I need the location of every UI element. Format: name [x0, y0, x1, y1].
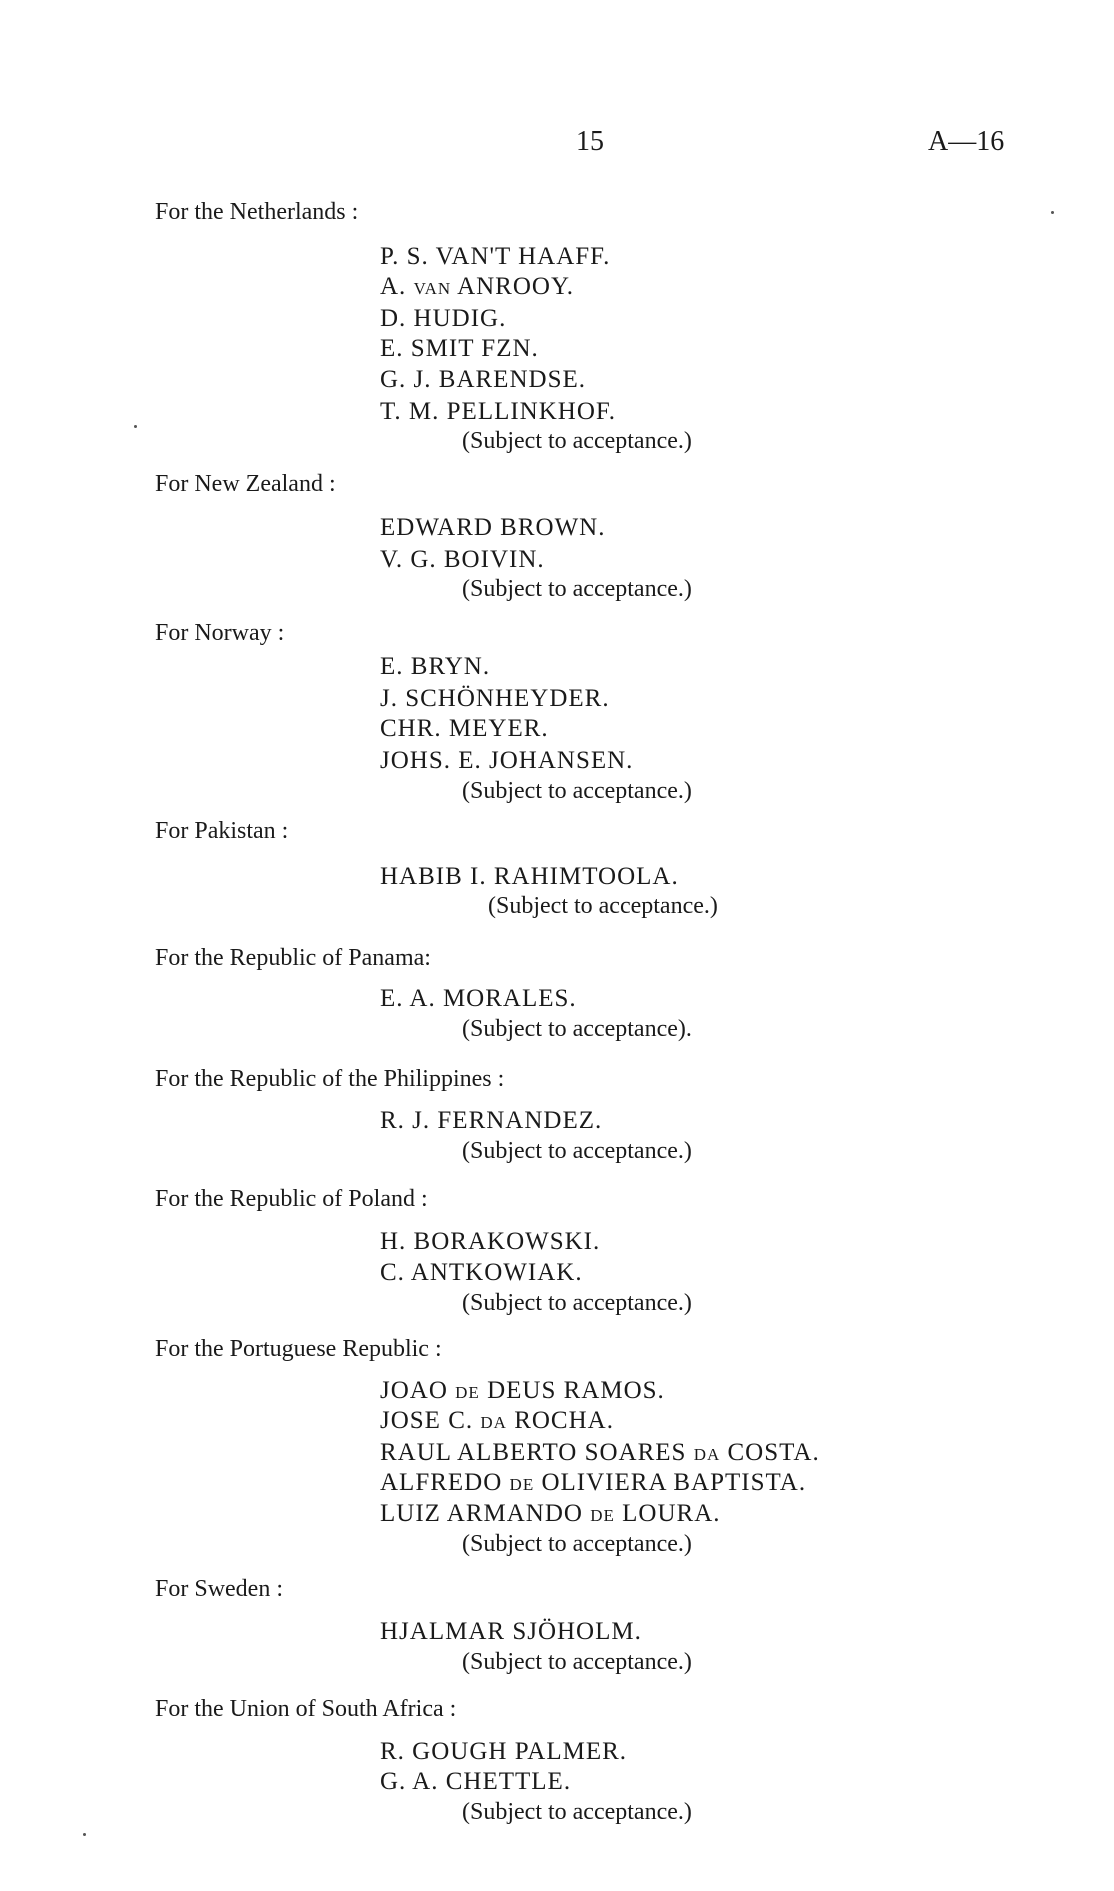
name-part: DA: [480, 1413, 507, 1432]
country-heading: For Pakistan :: [155, 818, 289, 844]
acceptance-note: (Subject to acceptance.): [462, 1531, 692, 1557]
name-part: ROCHA.: [506, 1407, 614, 1434]
signatory-name: [380, 747, 633, 775]
acceptance-note: (Subject to acceptance.): [462, 1799, 692, 1825]
name-part: E. BRYN.: [380, 653, 491, 680]
name-part: HJALMAR SJÖHOLM.: [380, 1618, 642, 1645]
name-part: COSTA.: [720, 1439, 820, 1466]
name-part: E. SMIT FZN.: [380, 335, 539, 362]
signatory-name: [380, 1768, 571, 1796]
signatory-name: [380, 366, 586, 394]
country-heading: For the Union of South Africa :: [155, 1696, 457, 1722]
name-part: HABIB I. RAHIMTOOLA.: [380, 863, 679, 890]
scan-speck: [1051, 211, 1054, 214]
name-part: LUIZ ARMANDO: [380, 1500, 591, 1527]
acceptance-note: (Subject to acceptance.): [462, 1138, 692, 1164]
name-part: G. A. CHETTLE.: [380, 1768, 572, 1795]
acceptance-note: (Subject to acceptance).: [462, 1016, 692, 1042]
name-part: A.: [380, 273, 414, 300]
name-part: C. ANTKOWIAK.: [380, 1259, 583, 1286]
name-part: DEUS RAMOS.: [479, 1377, 665, 1404]
country-heading: For the Republic of Poland :: [155, 1186, 428, 1212]
signatory-name: [380, 273, 574, 301]
acceptance-note: (Subject to acceptance.): [462, 778, 692, 804]
acceptance-note: (Subject to acceptance.): [462, 428, 692, 454]
signatory-name: [380, 715, 549, 743]
name-part: DE: [455, 1383, 480, 1402]
country-heading: For Norway :: [155, 620, 285, 646]
name-part: H. BORAKOWSKI.: [380, 1228, 601, 1255]
signatory-name: [380, 1469, 806, 1497]
name-part: T. M. PELLINKHOF.: [380, 398, 617, 425]
signatory-name: [380, 1107, 602, 1135]
signatory-name: [380, 305, 506, 333]
page-reference: A—16: [928, 126, 1005, 157]
name-part: OLIVIERA BAPTISTA.: [534, 1469, 807, 1496]
signatory-name: [380, 1738, 627, 1766]
name-part: DE: [590, 1506, 615, 1525]
acceptance-note: (Subject to acceptance.): [462, 1290, 692, 1316]
name-part: D. HUDIG.: [380, 305, 507, 332]
name-part: P. S. VAN'T HAAFF.: [380, 243, 611, 270]
name-part: DE: [509, 1475, 535, 1494]
name-part: EDWARD BROWN.: [380, 514, 606, 541]
name-part: R. GOUGH PALMER.: [380, 1738, 628, 1765]
signatory-name: [380, 985, 577, 1013]
acceptance-note: (Subject to acceptance.): [462, 1649, 692, 1675]
name-part: JOSE C.: [380, 1407, 481, 1434]
name-part: VAN: [413, 279, 452, 298]
signatory-name: [380, 1377, 665, 1405]
name-part: R. J. FERNANDEZ.: [380, 1107, 603, 1134]
country-heading: For the Republic of Panama:: [155, 945, 431, 971]
name-part: DA: [693, 1445, 721, 1464]
country-heading: For the Republic of the Philippines :: [155, 1066, 505, 1092]
name-part: ANROOY.: [451, 273, 575, 300]
country-heading: For the Portuguese Republic :: [155, 1336, 442, 1362]
country-heading: For the Netherlands :: [155, 199, 359, 225]
country-heading: For New Zealand :: [155, 471, 336, 497]
name-part: CHR. MEYER.: [380, 715, 549, 742]
scan-speck: [134, 425, 137, 428]
signatory-name: [380, 546, 545, 574]
name-part: E. A. MORALES.: [380, 985, 577, 1012]
signatory-name: [380, 863, 679, 891]
name-part: J. SCHÖNHEYDER.: [380, 685, 610, 712]
acceptance-note: (Subject to acceptance.): [488, 893, 718, 919]
signatory-name: [380, 1439, 820, 1467]
signatory-name: [380, 1500, 721, 1528]
signatory-name: [380, 685, 610, 713]
name-part: JOHS. E. JOHANSEN.: [380, 747, 634, 774]
name-part: RAUL ALBERTO SOARES: [380, 1439, 694, 1466]
signatory-name: [380, 514, 606, 542]
country-heading: For Sweden :: [155, 1576, 283, 1602]
name-part: ALFREDO: [380, 1469, 510, 1496]
signatory-name: [380, 1228, 600, 1256]
name-part: JOAO: [380, 1377, 456, 1404]
acceptance-note: (Subject to acceptance.): [462, 576, 692, 602]
signatory-name: [380, 335, 539, 363]
name-part: G. J. BARENDSE.: [380, 366, 586, 393]
name-part: LOURA.: [614, 1500, 721, 1527]
name-part: V. G. BOIVIN.: [380, 546, 545, 573]
signatory-name: [380, 1259, 583, 1287]
signatory-name: [380, 1618, 642, 1646]
page-number: 15: [576, 126, 604, 157]
signatory-name: [380, 653, 490, 681]
signatory-name: [380, 1407, 614, 1435]
scan-speck: [83, 1833, 86, 1836]
signatory-name: [380, 398, 616, 426]
signatory-name: [380, 243, 610, 271]
